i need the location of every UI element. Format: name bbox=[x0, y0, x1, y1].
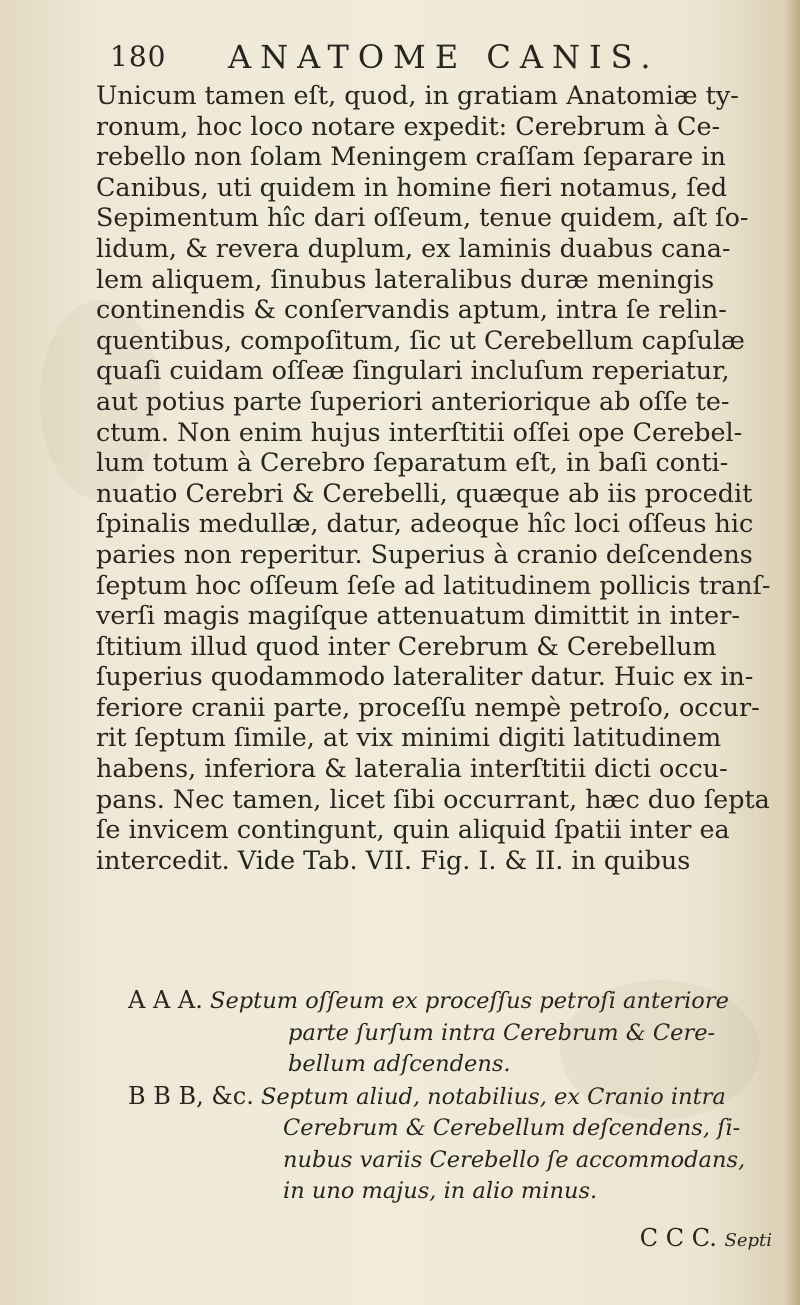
body-line: ſtitium illud quod inter Cerebrum & Cerebellum bbox=[96, 630, 717, 661]
body-line: pans. Nec tamen, licet ſibi occurrant, hæc duo ſepta bbox=[96, 783, 770, 814]
caption-text: bellum adſcendens. bbox=[288, 1051, 511, 1077]
caption-text: Septum oſſeum ex proceſſus petroſi anteriore bbox=[210, 988, 729, 1014]
body-line: rebello non ſolam Meningem craſſam ſeparare in bbox=[96, 141, 726, 172]
body-line: habens, inferiora & lateralia interſtitii dicti occu- bbox=[96, 753, 728, 784]
body-line: ctum. Non enim hujus interſtitii oſſei ope Cerebel- bbox=[96, 416, 743, 447]
caption-text: Cerebrum & Cerebellum deſcendens, ſi- bbox=[283, 1115, 741, 1141]
page-number: 180 bbox=[110, 40, 167, 73]
body-line: paries non reperitur. Superius à cranio deſcendens bbox=[96, 538, 753, 569]
caption-text: nubus variis Cerebello ſe accommodans, bbox=[283, 1146, 746, 1173]
catchword-word: Septi bbox=[724, 1230, 772, 1251]
body-line: verſi magis magiſque attenuatum dimittit in inter- bbox=[96, 600, 740, 631]
caption-entry-aaa bbox=[128, 985, 778, 1018]
body-line: Unicum tamen eſt, quod, in gratiam Anatomiæ ty- bbox=[96, 80, 739, 110]
body-line: nuatio Cerebri & Cerebelli, quæque ab iis procedit bbox=[96, 477, 753, 508]
page-header bbox=[110, 38, 770, 82]
body-text bbox=[96, 80, 778, 875]
body-line: lum totum à Cerebro ſeparatum eſt, in baſi conti- bbox=[96, 447, 729, 478]
body-line: ſeptum hoc oſſeum ſeſe ad latitudinem pollicis tranſ- bbox=[96, 569, 771, 600]
body-line: quaſi cuidam oſſeæ ſingulari incluſum reperiatur, bbox=[96, 355, 730, 386]
figure-caption bbox=[128, 985, 778, 1208]
catchword bbox=[640, 1224, 772, 1252]
body-line: lidum, & revera duplum, ex laminis duabus cana- bbox=[96, 232, 731, 263]
body-line: feriore cranii parte, proceſſu nempè petroſo, occur- bbox=[96, 691, 760, 722]
page-gutter bbox=[786, 0, 800, 1305]
caption-entry-bbb bbox=[128, 1081, 778, 1114]
body-line: ronum, hoc loco notare expedit: Cerebrum à Ce- bbox=[96, 110, 721, 141]
running-title: ANATOME CANIS. bbox=[228, 38, 660, 76]
caption-text: in uno majus, in alio minus. bbox=[283, 1178, 598, 1204]
caption-text: parte ſurſum intra Cerebrum & Cere- bbox=[288, 1019, 716, 1046]
body-line: intercedit. Vide Tab. VII. Fig. I. & II. in quibus bbox=[96, 844, 691, 875]
body-line: continendis & conſervandis aptum, intra ſe relin- bbox=[96, 294, 727, 325]
body-line: ſuperius quodammodo lateraliter datur. Huic ex in- bbox=[96, 661, 754, 692]
body-line: rit ſeptum ſimile, at vix minimi digiti latitudinem bbox=[96, 722, 722, 753]
caption-key: B B B, &c. bbox=[128, 1081, 254, 1110]
caption-key: A A A. bbox=[128, 986, 203, 1014]
catchword-key: C C C. bbox=[639, 1224, 717, 1252]
body-line: ſpinalis medullæ, datur, adeoque hîc loci oſſeus hic bbox=[96, 508, 754, 539]
body-line: aut potius parte ſuperiori anteriorique ab oſſe te- bbox=[96, 385, 730, 416]
body-line: Canibus, uti quidem in homine fieri notamus, ſed bbox=[96, 171, 728, 202]
body-line: quentibus, compoſitum, ſic ut Cerebellum capſulæ bbox=[96, 324, 745, 355]
body-line: ſe invicem contingunt, quin aliquid ſpatii inter ea bbox=[96, 814, 730, 845]
body-line: lem aliquem, ſinubus lateralibus duræ meningis bbox=[96, 263, 715, 294]
body-line: Sepimentum hîc dari oſſeum, tenue quidem, aſt ſo- bbox=[96, 202, 749, 233]
caption-text: Septum aliud, notabilius, ex Cranio intra bbox=[261, 1083, 726, 1110]
